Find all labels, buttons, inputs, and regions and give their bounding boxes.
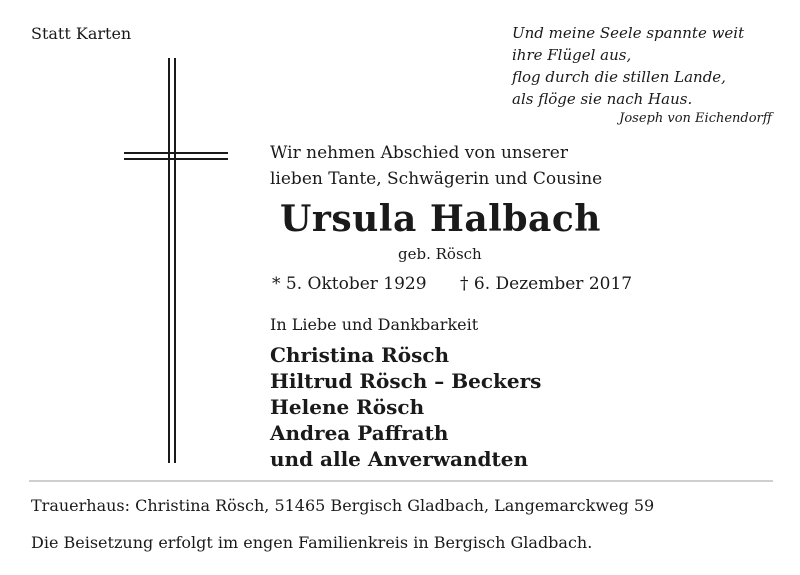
intro-line: lieben Tante, Schwägerin und Cousine (270, 169, 603, 189)
maiden-name: geb. Rösch (398, 245, 482, 263)
poem-line: als flöge sie nach Haus. (512, 90, 693, 108)
mourner-name: und alle Anverwandten (270, 447, 529, 471)
burial-notice: Die Beisetzung erfolgt im engen Familienkreis in Bergisch Gladbach. (31, 533, 593, 552)
divider (29, 480, 773, 482)
deceased-name: Ursula Halbach (280, 198, 601, 240)
farewell-intro (270, 140, 602, 192)
birth-date: * 5. Oktober 1929 (272, 274, 427, 294)
mourners-list (270, 342, 541, 472)
poem-quote (512, 22, 772, 128)
intro-line: Wir nehmen Abschied von unserer (270, 143, 568, 163)
poem-author: Joseph von Eichendorff (619, 111, 772, 126)
death-date: † 6. Dezember 2017 (460, 274, 633, 294)
mourner-name: Helene Rösch (270, 395, 425, 419)
poem-line: ihre Flügel aus, (512, 46, 632, 64)
mourner-name: Andrea Paffrath (270, 421, 449, 445)
mourners-intro: In Liebe und Dankbarkeit (270, 315, 479, 334)
poem-line: Und meine Seele spannte weit (512, 24, 745, 42)
mourner-name: Christina Rösch (270, 343, 450, 367)
trauerhaus-address: Trauerhaus: Christina Rösch, 51465 Bergisch Gladbach, Langemarckweg 59 (31, 496, 655, 515)
statt-karten-label: Statt Karten (31, 24, 132, 43)
cross-icon (124, 58, 228, 463)
mourner-name: Hiltrud Rösch – Beckers (270, 369, 542, 393)
poem-line: flog durch die stillen Lande, (512, 68, 726, 86)
